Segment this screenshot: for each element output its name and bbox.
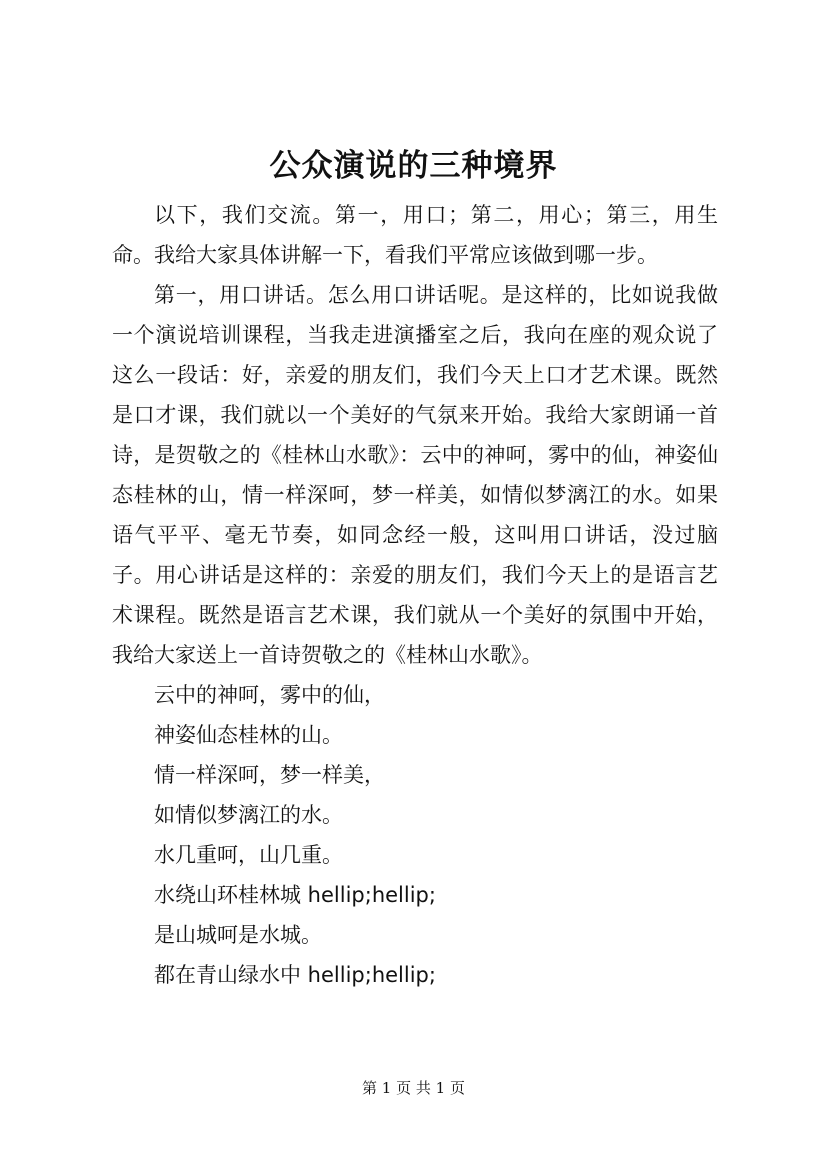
- poem-line: 云中的神呵，雾中的仙，: [154, 683, 385, 707]
- poem-line: 是山城呵是水城。: [154, 923, 322, 947]
- poem-line: 水几重呵，山几重。: [154, 843, 343, 867]
- poem-line: 都在青山绿水中 hellip;hellip;: [154, 963, 436, 987]
- poem-line: 如情似梦漓江的水。: [154, 803, 343, 827]
- paragraph-intro: 以下，我们交流。第一，用口；第二，用心；第三，用生命。我给大家具体讲解一下，看我们平常应该做到哪一步。: [112, 203, 718, 267]
- poem-line: 神姿仙态桂林的山。: [154, 723, 343, 747]
- paragraph-first-point: 第一，用口讲话。怎么用口讲话呢。是这样的，比如说我做一个演说培训课程，当我走进演播室之后，我向在座的观众说了这么一段话：好，亲爱的朋友们，我们今天上口才艺术课。既然是口才课，我们就以一个美好的气氛来开始。我给大家朗诵一首诗，是贺敬之的《桂林山水歌》：云中的神呵，雾中的仙，神姿仙态桂林的山，情一样深呵，梦一样美，如情似梦漓江的水。如果语气平平、毫无节奏，如同念经一般，这叫用口讲话，没过脑子。用心讲话是这样的：亲爱的朋友们，我们今天上的是语言艺术课程。既然是语言艺术课，我们就从一个美好的氛围中开始，我给大家送上一首诗贺敬之的《桂林山水歌》。: [112, 283, 718, 667]
- document-title: 公众演说的三种境界: [269, 148, 558, 184]
- document-body: [112, 195, 718, 995]
- poem-line: 情一样深呵，梦一样美，: [154, 763, 385, 787]
- page-number-footer: 第 1 页 共 1 页: [362, 1079, 465, 1097]
- poem-block: [112, 675, 718, 995]
- poem-line: 水绕山环桂林城 hellip;hellip;: [154, 883, 436, 907]
